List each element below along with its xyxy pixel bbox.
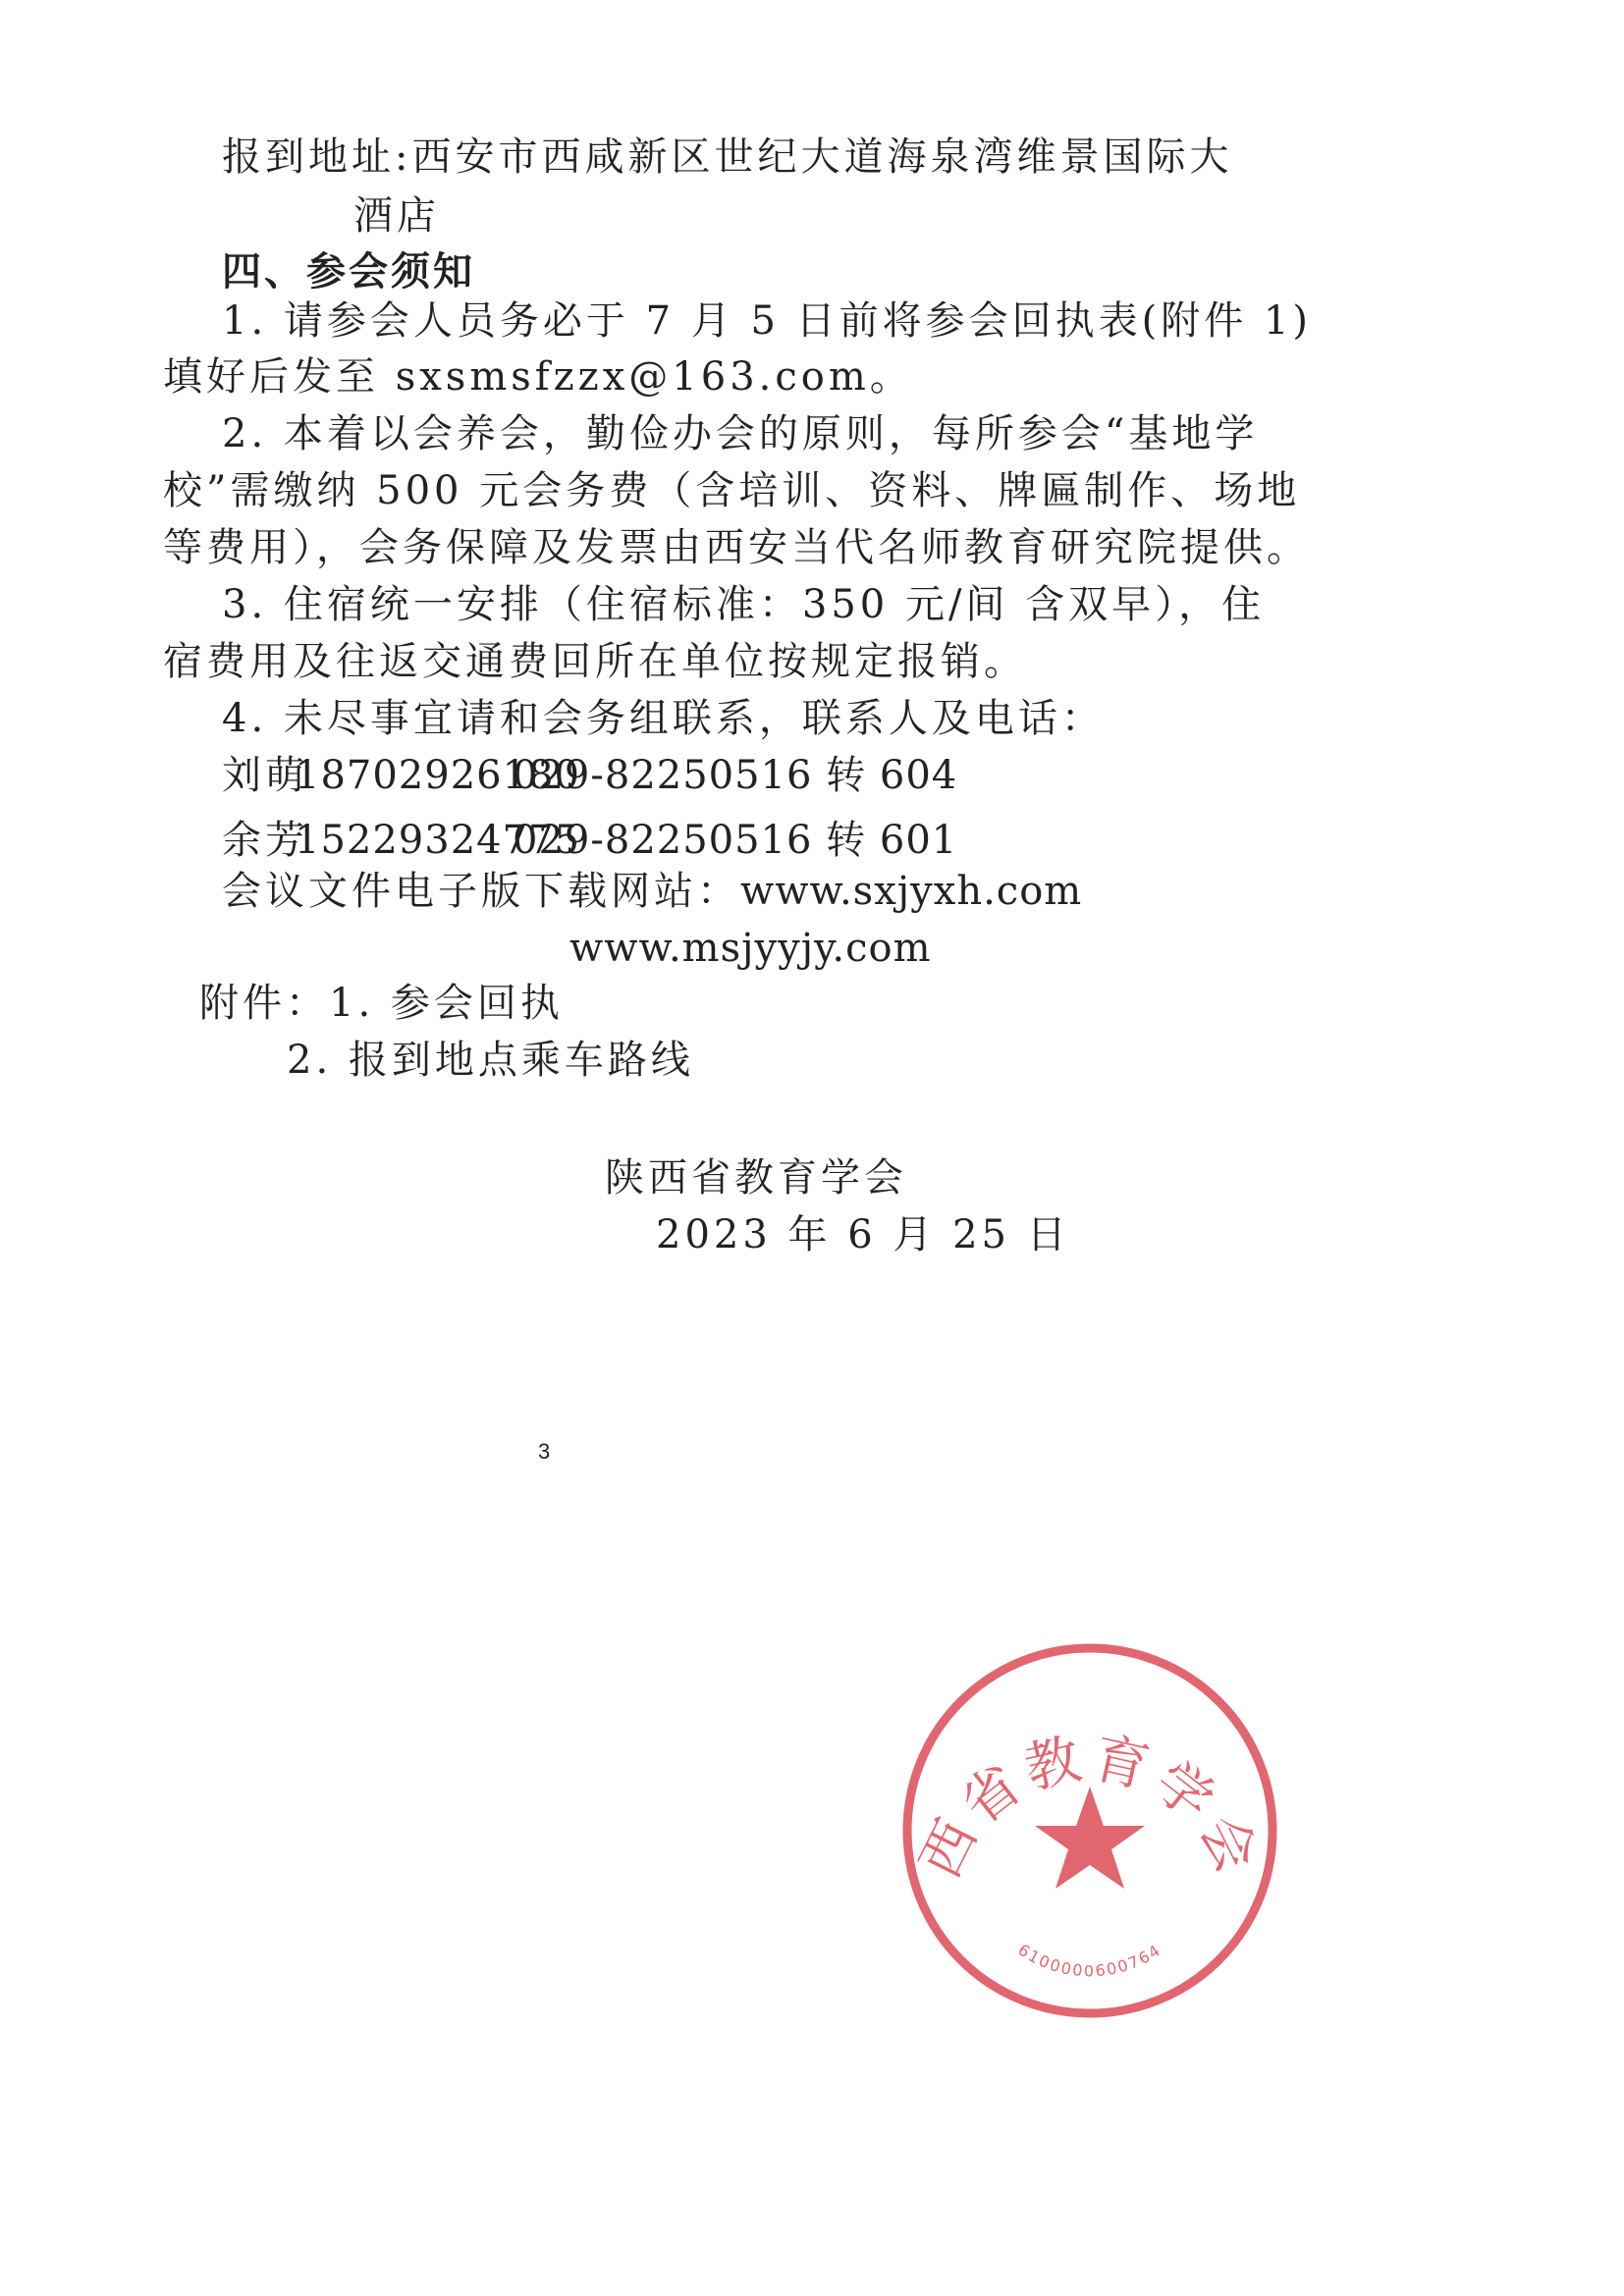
- official-seal: [884, 1625, 1296, 2037]
- address-line-1: [222, 133, 1232, 181]
- seal-star-icon: [1035, 1787, 1145, 1889]
- issue-date: 2023 年 6 月 25 日: [656, 1212, 1070, 1257]
- seal-arc-text: 西省教育学会: [908, 1726, 1272, 1889]
- contact-2-name: 余芳: [222, 818, 308, 863]
- attachment-line-1: [199, 980, 564, 1027]
- address-text: 西安市西咸新区世纪大道海泉湾维景国际大: [411, 134, 1233, 180]
- attachment-label: 附件：: [199, 981, 329, 1026]
- item-1-line-2: 填好后发至 sxsmsfzzx@163.com。: [163, 354, 913, 400]
- page-number: 3: [538, 1439, 551, 1464]
- item-3-line-1: 3. 住宿统一安排（住宿标准：350 元/间 含双早），住: [222, 582, 1266, 627]
- item-4-line-1: 4. 未尽事宜请和会务组联系，联系人及电话：: [222, 696, 1105, 741]
- attachment-2: 2. 报到地点乘车路线: [287, 1038, 694, 1083]
- website-2: www.msjyyjy.com: [569, 926, 932, 971]
- website-label: 会议文件电子版下载网站：: [222, 869, 740, 914]
- contact-1-name: 刘萌: [222, 753, 308, 798]
- item-2-line-2: 校”需缴纳 500 元会务费（含培训、资料、牌匾制作、场地: [163, 468, 1301, 513]
- website-line: [222, 868, 1082, 915]
- contact-1-mobile: 18702926180: [295, 753, 580, 798]
- svg-text:6100000600764: [1015, 1941, 1165, 1981]
- section-title: 四、参会须知: [222, 249, 475, 294]
- seal-code: 6100000600764: [1014, 1940, 1165, 1981]
- attachment-1: 1. 参会回执: [329, 981, 564, 1026]
- contact-2-phone: 029-82250516 转 601: [513, 818, 958, 863]
- organization-name: 陕西省教育学会: [605, 1155, 907, 1201]
- address-line-2: 酒店: [353, 193, 440, 239]
- contact-1-phone: 029-82250516 转 604: [513, 753, 958, 798]
- item-1-line-1: 1. 请参会人员务必于 7 月 5 日前将参会回执表(附件 1): [222, 298, 1313, 344]
- item-2-line-3: 等费用），会务保障及发票由西安当代名师教育研究院提供。: [163, 525, 1310, 570]
- website-1: www.sxjyxh.com: [740, 869, 1083, 914]
- contact-2-mobile: 15229324775: [295, 818, 580, 863]
- item-2-line-1: 2. 本着以会养会，勤俭办会的原则，每所参会“基地学: [222, 411, 1259, 456]
- item-3-line-2: 宿费用及往返交通费回所在单位按规定报销。: [163, 639, 1027, 684]
- address-label: 报到地址:: [222, 134, 412, 180]
